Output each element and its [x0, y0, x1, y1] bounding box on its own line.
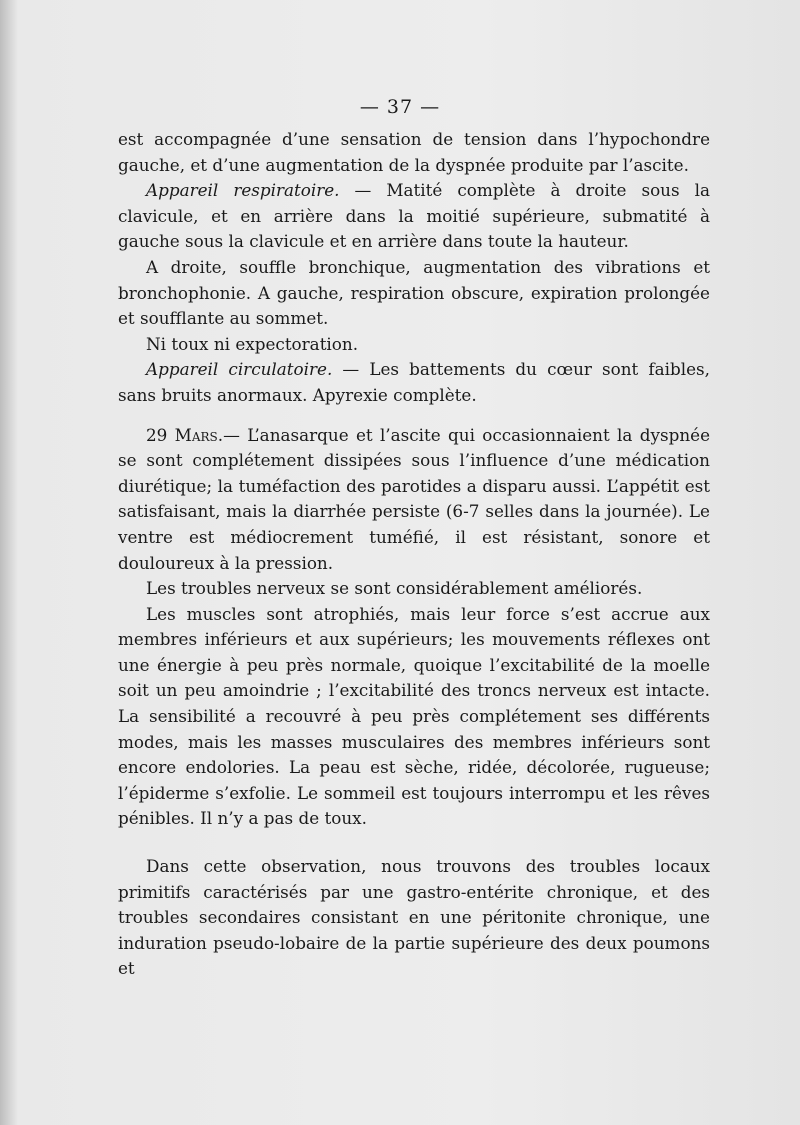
paragraph-text: A droite, souffle bronchique, augmentation des vibrations et bronchophonie. A gauche, respiration obscure, expiration prolongée et soufflante au sommet. — [118, 256, 710, 329]
paragraph-respiratory — [118, 178, 710, 255]
section-lead: Appareil circulatoire. — [146, 359, 333, 380]
paragraph-nervous — [118, 576, 710, 602]
paragraph-text: Les muscles sont atrophiés, mais leur force s’est accrue aux membres inférieurs et aux supérieurs; les mouvements réflexes ont une énergie à peu près normale, quoique l’excitabilité de la moelle soit un peu amoindrie ; l’excitabilité des troncs nerveux est intacte. La sensibilité a recouvré à peu près complétement ses différents modes, mais les masses musculaires des membres inférieurs sont encore endolories. La peau est sèche, ridée, décolorée, rugueuse; l’épiderme s’exfolie. Le sommeil est toujours interrompu et les rêves pénibles. Il n’y a pas de toux. — [118, 603, 710, 829]
paragraph-text: Dans cette observation, nous trouvons des troubles locaux primitifs caractérisés par une gastro-entérite chronique, et des troubles secondaires consistant en une péritonite chronique, une induration pseudo-lobaire de la partie supérieure des deux poumons et — [118, 856, 710, 979]
paragraph-29-mars — [118, 423, 710, 577]
paragraph-text: — Matité complète à droite sous la clavicule, et en arrière dans la moitié supérieure, submatité à gauche sous la clavicule et en arrière dans toute la hauteur. — [118, 180, 710, 252]
paragraph-text: — Les battements du cœur sont faibles, sans bruits anormaux. Apyrexie complète. — [118, 359, 710, 405]
date-lead: 29 Mars. — [146, 424, 224, 445]
paragraph-right-side — [118, 255, 710, 332]
paragraph-continuation — [118, 127, 710, 178]
paragraph-text: Les troubles nerveux se sont considérablement améliorés. — [146, 578, 643, 599]
section-lead: Appareil respiratoire. — [146, 180, 340, 201]
paragraph-text: Ni toux ni expectoration. — [146, 333, 359, 354]
page-number: — 37 — — [359, 96, 441, 118]
paragraph-circulatory — [118, 357, 710, 408]
paragraph-text: est accompagnée d’une sensation de tension dans l’hypochondre gauche, et d’une augmentation de la dyspnée produite par l’ascite. — [118, 129, 710, 175]
paragraph-muscles — [118, 602, 710, 832]
paragraph-observation — [118, 854, 710, 982]
body-text — [118, 127, 710, 982]
paragraph-text: — L’anasarque et l’ascite qui occasionnaient la dyspnée se sont complétement dissipées sous l’influence d’une médication diurétique; la tuméfaction des parotides a disparu aussi. L’appétit est satisfaisant, mais la diarrhée persiste (6-7 selles dans la journée). Le ventre est médiocrement tuméfié, il est résistant, sonore et douloureux à la pression. — [118, 424, 710, 573]
paragraph-no-cough — [118, 332, 710, 358]
